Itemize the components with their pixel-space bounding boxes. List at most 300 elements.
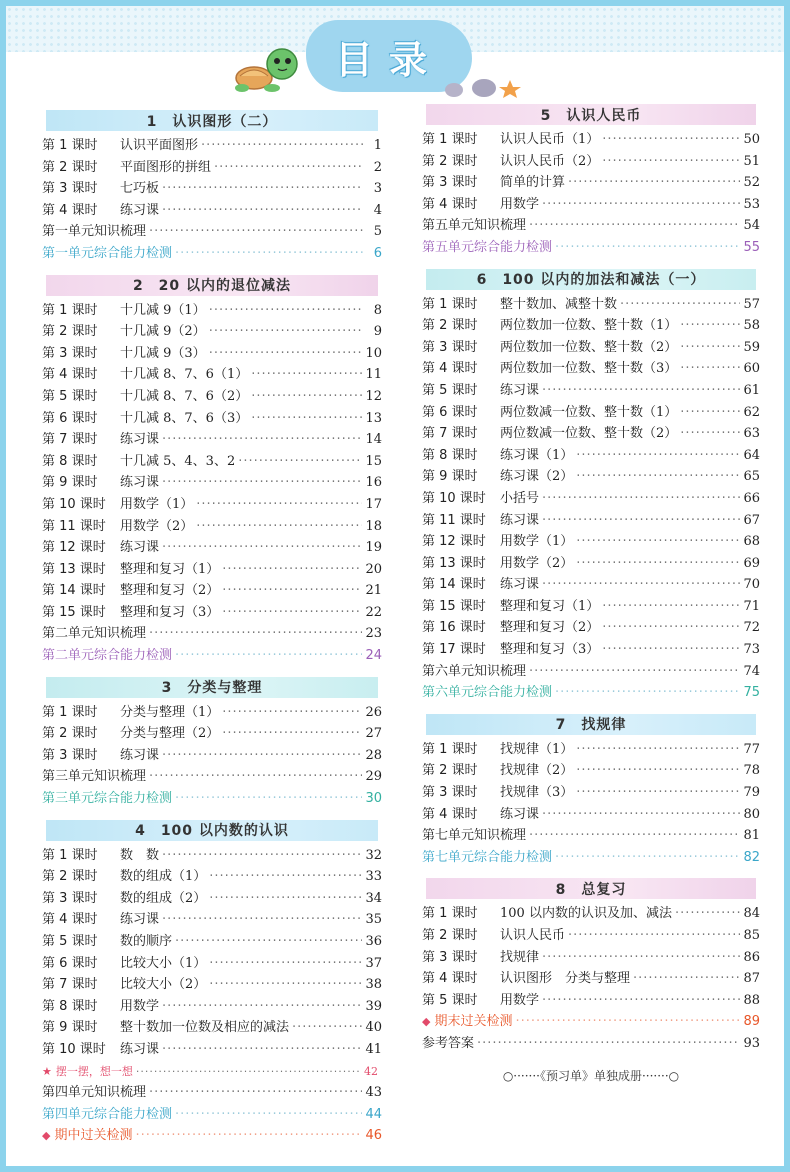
entry-title: 第一单元知识梳理 [42, 224, 147, 240]
toc-entry[interactable] [42, 1125, 382, 1147]
lesson-number: 第 9 课时 [42, 1020, 98, 1036]
page-number: 13 [365, 410, 382, 426]
unit-section [422, 269, 760, 704]
entry-title: 用数学（1） [500, 534, 574, 550]
page-number: 23 [365, 626, 382, 642]
toc-entry[interactable] [42, 221, 382, 243]
toc-entry[interactable] [422, 423, 760, 445]
toc-entry[interactable] [42, 888, 382, 910]
leader-dots [680, 402, 740, 424]
toc-entry[interactable] [42, 702, 382, 724]
leader-dots [477, 1033, 740, 1055]
star-icon: ★ [42, 1064, 52, 1078]
page-number: 77 [743, 741, 760, 757]
leader-dots [542, 990, 740, 1012]
leader-dots [136, 1061, 359, 1083]
page-number: 67 [743, 512, 760, 528]
toc-entry[interactable] [422, 661, 760, 683]
leader-dots [162, 909, 362, 931]
page-number: 73 [743, 642, 760, 658]
page-number: 11 [365, 367, 382, 383]
entry-title: 练习课 [120, 1041, 160, 1057]
leader-dots [680, 358, 740, 380]
page-number: 18 [365, 518, 382, 534]
toc-entry[interactable] [42, 953, 382, 975]
lesson-number: 第 16 课时 [422, 620, 486, 636]
leader-dots [149, 623, 362, 645]
entry-title: 练习课 [500, 382, 540, 398]
entry-title: 第三单元综合能力检测 [42, 791, 173, 807]
lesson-number: 第 1 课时 [422, 296, 478, 312]
leader-dots [292, 1017, 362, 1039]
leader-dots [529, 825, 740, 847]
leader-dots [209, 343, 363, 365]
toc-entry[interactable] [42, 909, 382, 931]
toc-entry[interactable] [422, 172, 760, 194]
entry-title: 认识图形 分类与整理 [500, 971, 631, 987]
leader-dots [196, 516, 362, 538]
toc-entry[interactable] [42, 845, 382, 867]
entry-title: 第五单元综合能力检测 [422, 239, 553, 255]
page-number: 72 [743, 620, 760, 636]
leader-dots [542, 574, 740, 596]
lesson-number: 第 2 课时 [422, 928, 478, 943]
entry-title: 100 以内数的认识及加、减法 [500, 906, 672, 922]
entry-title: 练习课 [500, 806, 540, 822]
page-number: 42 [364, 1064, 378, 1078]
lesson-number: 第 1 课时 [42, 138, 98, 153]
unit-heading: 6 100 以内的加法和减法（一） [426, 269, 756, 290]
toc-entry[interactable] [42, 135, 382, 157]
toc-entry[interactable] [42, 1082, 382, 1104]
lesson-number: 第 12 课时 [42, 540, 106, 556]
leader-dots [576, 760, 740, 782]
toc-entry[interactable] [42, 516, 382, 538]
entry-title: 数的组成（2） [120, 890, 207, 906]
leader-dots [201, 135, 363, 157]
toc-entry[interactable] [422, 194, 760, 216]
leader-dots [529, 215, 740, 237]
entry-title: 整理和复习（1） [500, 598, 600, 614]
page-number: 71 [743, 598, 760, 614]
leader-dots [162, 745, 362, 767]
entry-title: 第二单元综合能力检测 [42, 648, 173, 664]
lesson-number: 第 2 课时 [42, 159, 98, 175]
page-number: 89 [743, 1014, 760, 1030]
lesson-number: 第 3 课时 [42, 747, 98, 763]
page-number: 12 [365, 388, 382, 404]
page-number: 85 [743, 928, 760, 943]
leader-dots [576, 739, 740, 761]
toc-entry[interactable] [422, 151, 760, 173]
leader-dots [175, 1104, 362, 1126]
entry-title: 认识人民币（2） [500, 153, 600, 169]
lesson-number: 第 1 课时 [422, 741, 478, 757]
page-number: 39 [365, 998, 382, 1014]
entry-title: 第一单元综合能力检测 [42, 245, 173, 261]
lesson-number: 第 1 课时 [422, 906, 478, 922]
entry-title: 用数学 [500, 196, 540, 212]
toc-entry[interactable] [42, 243, 382, 265]
toc-entry[interactable] [422, 847, 760, 869]
toc-entry[interactable] [422, 531, 760, 553]
toc-entry[interactable] [422, 1033, 760, 1055]
toc-entry[interactable] [422, 466, 760, 488]
toc-entry[interactable] [422, 739, 760, 761]
entry-title: 两位数减一位数、整十数（2） [500, 426, 678, 442]
entry-title: 练习课 [120, 475, 160, 491]
toc-entry[interactable] [42, 866, 382, 888]
toc-entry[interactable] [42, 386, 382, 408]
page-number: 75 [743, 685, 760, 701]
lesson-number: 第 4 课时 [42, 202, 98, 218]
entry-title: 整理和复习（2） [500, 620, 600, 636]
toc-entry[interactable] [422, 358, 760, 380]
page-number: 53 [743, 196, 760, 212]
lesson-number: 第 8 课时 [42, 453, 98, 469]
page-number: 84 [743, 906, 760, 922]
toc-entry[interactable] [42, 580, 382, 602]
leader-dots [555, 237, 740, 259]
page-number: 27 [365, 726, 382, 742]
page-number: 9 [373, 324, 382, 340]
lesson-number: 第 2 课时 [422, 153, 478, 169]
lesson-number: 第 4 课时 [422, 361, 478, 377]
page-number: 24 [365, 648, 382, 664]
toc-entry[interactable] [42, 559, 382, 581]
leader-dots [602, 129, 740, 151]
leader-dots [162, 429, 362, 451]
page-number: 40 [365, 1020, 382, 1036]
lesson-number: 第 7 课时 [422, 426, 478, 442]
entry-title: 两位数加一位数、整十数（2） [500, 339, 678, 355]
entry-title: 整理和复习（2） [120, 583, 220, 599]
toc-entry[interactable] [42, 408, 382, 430]
leader-dots [175, 243, 363, 265]
toc-entry[interactable] [42, 300, 382, 322]
lesson-number: 第 10 课时 [42, 1041, 106, 1057]
page-number: 41 [365, 1041, 382, 1057]
toc-entry[interactable] [42, 178, 382, 200]
page-number: 93 [743, 1035, 760, 1051]
leader-dots [209, 866, 362, 888]
toc-entry[interactable] [422, 617, 760, 639]
page-number: 1 [373, 138, 382, 153]
toc-entry[interactable] [42, 1017, 382, 1039]
lesson-number: 第 11 课时 [422, 512, 486, 528]
leader-dots [675, 903, 741, 925]
leader-dots [602, 639, 740, 661]
entry-title: 数的组成（1） [120, 869, 207, 885]
toc-entry[interactable] [422, 782, 760, 804]
leader-dots [222, 580, 362, 602]
leader-dots [680, 423, 740, 445]
page-number: 60 [743, 361, 760, 377]
entry-title: 用数学 [120, 998, 160, 1014]
lesson-number: 第 3 课时 [42, 345, 98, 361]
page-number: 20 [365, 561, 382, 577]
page-number: 2 [373, 159, 382, 175]
leader-dots [620, 294, 740, 316]
toc-entry[interactable] [422, 596, 760, 618]
lesson-number: 第 3 课时 [422, 785, 478, 801]
page-title: 目录 [334, 37, 443, 82]
diamond-icon: ◆ [422, 1015, 431, 1029]
leader-dots [209, 300, 363, 322]
page-number: 29 [365, 769, 382, 785]
lesson-number: 第 5 课时 [42, 388, 98, 404]
lesson-number: 第 8 课时 [42, 998, 98, 1014]
unit-section [42, 677, 382, 810]
toc-entry[interactable] [422, 639, 760, 661]
lesson-number: 第 4 课时 [42, 912, 98, 928]
entry-title: 十几减 9（2） [120, 324, 206, 340]
toc-entry[interactable] [422, 215, 760, 237]
entry-title: 十几减 8、7、6（2） [120, 388, 249, 404]
lesson-number: 第 4 课时 [422, 971, 478, 987]
toc-entry[interactable] [422, 445, 760, 467]
entry-title: 练习课 [500, 577, 540, 593]
toc-entry[interactable] [42, 429, 382, 451]
entry-title: 平面图形的拼组 [120, 159, 212, 175]
entry-title: 练习课（2） [500, 469, 574, 485]
leader-dots [542, 194, 740, 216]
entry-title: 期中过关检测 [54, 1128, 133, 1144]
leader-dots [576, 466, 740, 488]
page-number: 69 [743, 555, 760, 571]
page-number: 26 [365, 704, 382, 720]
leader-dots [576, 445, 740, 467]
toc-entry[interactable] [42, 472, 382, 494]
toc-entry[interactable] [422, 825, 760, 847]
toc-entry[interactable] [422, 903, 760, 925]
page-number: 74 [743, 663, 760, 679]
page-number: 50 [743, 132, 760, 147]
leader-dots [680, 337, 740, 359]
lesson-number: 第 6 课时 [42, 410, 98, 426]
toc-entry[interactable] [42, 537, 382, 559]
toc-entry[interactable] [422, 553, 760, 575]
toc-entry[interactable] [422, 488, 760, 510]
entry-title: 第三单元知识梳理 [42, 769, 147, 785]
page-number: 57 [743, 296, 760, 312]
entry-title: 第六单元综合能力检测 [422, 685, 553, 701]
page-number: 36 [365, 934, 382, 949]
toc-entry[interactable] [42, 623, 382, 645]
leader-dots [555, 847, 740, 869]
leader-dots [555, 682, 740, 704]
entry-title: 整理和复习（3） [120, 604, 220, 620]
lesson-number: 第 1 课时 [42, 704, 98, 720]
toc-entry[interactable] [422, 337, 760, 359]
toc-entry[interactable] [422, 990, 760, 1012]
leader-dots [251, 408, 362, 430]
diamond-icon: ◆ [42, 1129, 51, 1143]
toc-entry[interactable] [42, 200, 382, 222]
toc-entry[interactable] [422, 315, 760, 337]
entry-title: 用数学 [500, 992, 540, 1008]
leader-dots [542, 947, 740, 969]
entry-title: 十几减 9（1） [120, 302, 206, 318]
toc-entry[interactable] [422, 402, 760, 424]
toc-entry[interactable] [422, 682, 760, 704]
toc-entry[interactable] [42, 364, 382, 386]
entry-title: 用数学（1） [120, 496, 194, 512]
page-number: 78 [743, 763, 760, 779]
page-number: 81 [743, 828, 760, 844]
page-number: 16 [365, 475, 382, 491]
leader-dots [576, 553, 740, 575]
stones-icon [436, 76, 526, 100]
leader-dots [529, 661, 740, 683]
leader-dots [568, 172, 740, 194]
leader-dots [162, 537, 362, 559]
unit-heading: 7 找规律 [426, 714, 756, 735]
toc-entry[interactable] [422, 1011, 760, 1033]
toc-entry[interactable] [42, 1104, 382, 1126]
toc-entry[interactable] [42, 645, 382, 667]
entry-title: 找规律 [500, 949, 540, 965]
entry-title: 认识平面图形 [120, 138, 199, 153]
toc-left-column [42, 110, 382, 1157]
toc-entry[interactable] [42, 1061, 378, 1083]
toc-entry[interactable] [422, 294, 760, 316]
page-number: 61 [743, 382, 760, 398]
entry-title: 练习课 [120, 540, 160, 556]
entry-title: 比较大小（1） [120, 955, 207, 971]
lesson-number: 第 4 课时 [422, 196, 478, 212]
leader-dots [209, 974, 362, 996]
entry-title: 练习课 [120, 202, 160, 218]
unit-section [42, 820, 382, 1147]
page-number: 28 [365, 747, 382, 763]
toc-entry[interactable] [42, 996, 382, 1018]
toc-entry[interactable] [42, 931, 382, 953]
toc-entry[interactable] [42, 723, 382, 745]
leader-dots [222, 723, 362, 745]
lesson-number: 第 10 课时 [422, 490, 486, 506]
leader-dots [175, 931, 362, 953]
entry-title: 第五单元知识梳理 [422, 218, 527, 234]
toc-entry[interactable] [422, 237, 760, 259]
toc-entry[interactable] [42, 788, 382, 810]
toc-entry[interactable] [422, 510, 760, 532]
entry-title: 第二单元知识梳理 [42, 626, 147, 642]
toc-entry[interactable] [422, 804, 760, 826]
entry-title: 练习课 [500, 512, 540, 528]
toc-entry[interactable] [42, 343, 382, 365]
lesson-number: 第 3 课时 [42, 890, 98, 906]
entry-title: 小括号 [500, 490, 540, 506]
toc-right-column [422, 104, 760, 1087]
toc-entry[interactable] [422, 968, 760, 990]
toc-entry[interactable] [42, 494, 382, 516]
leader-dots [602, 596, 740, 618]
toc-entry[interactable] [422, 380, 760, 402]
leader-dots [135, 1125, 362, 1147]
page-number: 87 [743, 971, 760, 987]
leader-dots [222, 702, 362, 724]
leader-dots [149, 1082, 362, 1104]
toc-entry[interactable] [422, 925, 760, 947]
page-number: 34 [365, 890, 382, 906]
entry-title: 十几减 9（3） [120, 345, 206, 361]
toc-entry[interactable] [42, 974, 382, 996]
toc-entry[interactable] [42, 451, 382, 473]
leader-dots [162, 845, 362, 867]
lesson-number: 第 9 课时 [422, 469, 478, 485]
lesson-number: 第 13 课时 [422, 555, 486, 571]
page-number: 79 [743, 785, 760, 801]
entry-title: 数的顺序 [120, 934, 173, 949]
entry-title: 两位数加一位数、整十数（1） [500, 318, 678, 334]
lesson-number: 第 7 课时 [42, 977, 98, 993]
unit-heading: 2 20 以内的退位减法 [46, 275, 378, 296]
page-number: 3 [373, 181, 382, 197]
toc-entry[interactable] [42, 157, 382, 179]
entry-title: 十几减 8、7、6（3） [120, 410, 249, 426]
page-number: 59 [743, 339, 760, 355]
leader-dots [576, 782, 740, 804]
toc-entry[interactable] [422, 129, 760, 151]
toc-entry[interactable] [422, 760, 760, 782]
page-number: 30 [365, 791, 382, 807]
toc-entry[interactable] [42, 745, 382, 767]
lesson-number: 第 2 课时 [42, 869, 98, 885]
lesson-number: 第 5 课时 [42, 934, 98, 949]
toc-entry[interactable] [42, 1039, 382, 1061]
lesson-number: 第 3 课时 [422, 175, 478, 191]
lesson-number: 第 6 课时 [42, 955, 98, 971]
toc-entry[interactable] [42, 766, 382, 788]
page-number: 51 [743, 153, 760, 169]
leader-dots [251, 364, 362, 386]
entry-title: 第七单元知识梳理 [422, 828, 527, 844]
lesson-number: 第 2 课时 [42, 324, 98, 340]
lesson-number: 第 8 课时 [422, 447, 478, 463]
leader-dots [162, 472, 362, 494]
page-number: 33 [365, 869, 382, 885]
entry-title: 第六单元知识梳理 [422, 663, 527, 679]
leader-dots [680, 315, 740, 337]
unit-section [422, 878, 760, 1054]
leader-dots [222, 559, 362, 581]
page-number: 58 [743, 318, 760, 334]
entry-title: 简单的计算 [500, 175, 566, 191]
leader-dots [633, 968, 740, 990]
toc-entry[interactable] [42, 321, 382, 343]
lesson-number: 第 15 课时 [422, 598, 486, 614]
unit-section [422, 714, 760, 869]
page-number: 14 [365, 432, 382, 448]
entry-title: 比较大小（2） [120, 977, 207, 993]
unit-heading: 8 总复习 [426, 878, 756, 899]
page-number: 43 [365, 1085, 382, 1101]
unit-section [42, 110, 382, 265]
leader-dots [515, 1011, 740, 1033]
toc-entry[interactable] [422, 574, 760, 596]
leader-dots [209, 888, 362, 910]
lesson-number: 第 9 课时 [42, 475, 98, 491]
leader-dots [542, 510, 740, 532]
lesson-number: 第 5 课时 [422, 992, 478, 1008]
toc-entry[interactable] [42, 602, 382, 624]
lesson-number: 第 1 课时 [42, 302, 98, 318]
leader-dots [214, 157, 363, 179]
turtle-icon [232, 44, 302, 96]
entry-title: 练习课 [120, 747, 160, 763]
toc-entry[interactable] [422, 947, 760, 969]
